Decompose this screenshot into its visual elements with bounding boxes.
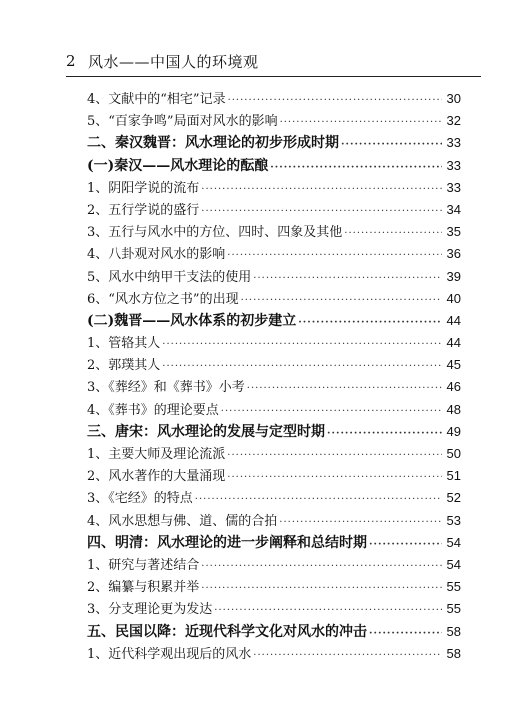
toc-entry [87, 332, 461, 354]
dot-leader [228, 90, 442, 112]
toc-entry [87, 288, 461, 310]
toc-entry-page: 55 [446, 601, 461, 617]
toc-entry-page: 34 [446, 201, 461, 217]
toc-entry-page: 58 [446, 645, 461, 661]
toc-entry [87, 443, 461, 465]
toc-entry-page: 36 [446, 246, 461, 262]
dot-leader [227, 467, 442, 489]
toc-entry-label: 2、编纂与积累并举 [87, 580, 200, 596]
dot-leader [253, 645, 442, 667]
toc-entry-label: 1、主要大师及理论流派 [87, 447, 226, 462]
dot-leader [341, 134, 442, 156]
toc-entry [87, 487, 461, 509]
toc-entry-label: 四、明清：风水理论的进一步阐释和总结时期 [87, 534, 367, 551]
toc-entry-page: 55 [446, 579, 461, 595]
toc-entry-page: 52 [446, 490, 461, 506]
dot-leader [214, 600, 442, 622]
toc-entry [87, 155, 461, 177]
running-header [66, 50, 259, 72]
dot-leader [195, 489, 442, 511]
dot-leader [247, 378, 442, 400]
toc-entry-page: 46 [446, 379, 461, 395]
dot-leader [298, 312, 442, 334]
toc-entry-label: 三、唐宋：风水理论的发展与定型时期 [87, 423, 325, 440]
toc-entry-label: 4、风水思想与佛、道、儒的合拍 [87, 513, 278, 529]
dot-leader [162, 334, 442, 356]
toc-entry [87, 266, 461, 288]
toc-entry [87, 177, 461, 199]
toc-entry-label: 4、文献中的“相宅”记录 [87, 92, 226, 107]
toc-entry [87, 310, 461, 332]
toc-entry-label: 5、风水中纳甲干支法的使用 [87, 269, 252, 285]
toc-entry [87, 643, 461, 665]
toc-entry [87, 598, 461, 620]
dot-leader [201, 179, 442, 201]
toc-entry-label: 五、民国以降：近现代科学文化对风水的冲击 [87, 623, 367, 640]
toc-entry-label: 1、阴阳学说的流布 [87, 180, 200, 196]
toc-entry-label: 3、分支理论更为发达 [87, 602, 213, 618]
dot-leader [241, 290, 442, 312]
toc-entry-page: 50 [446, 446, 461, 461]
dot-leader [279, 512, 442, 534]
toc-entry [87, 376, 461, 398]
toc-entry-label: 二、秦汉魏晋：风水理论的初步形成时期 [87, 135, 339, 152]
toc-entry [87, 88, 461, 110]
dot-leader [344, 223, 442, 245]
dot-leader [227, 245, 442, 267]
toc-entry-label: 2、郭璞其人 [87, 358, 161, 374]
toc-entry-label: 4、八卦观对风水的影响 [87, 247, 226, 263]
toc-entry-label: 2、风水著作的大量涌现 [87, 469, 226, 485]
toc-entry [87, 399, 461, 421]
toc-entry [87, 554, 461, 576]
toc-entry [87, 221, 461, 243]
toc-entry [87, 421, 461, 443]
toc-entry-page: 51 [446, 468, 461, 484]
toc-entry-page: 54 [446, 534, 461, 550]
toc-entry-page: 44 [446, 335, 461, 351]
toc-entry-page: 30 [446, 91, 461, 106]
toc-entry [87, 243, 461, 265]
toc-entry-label: 3、《宅经》的特点 [87, 491, 193, 507]
dot-leader [221, 401, 442, 423]
dot-leader [327, 423, 442, 445]
toc-entry-page: 53 [446, 512, 461, 528]
toc-entry [87, 199, 461, 221]
toc-entry [87, 110, 461, 132]
toc-entry-page: 49 [446, 423, 461, 439]
table-of-contents [87, 88, 461, 665]
toc-entry [87, 354, 461, 376]
toc-entry [87, 532, 461, 554]
toc-entry-page: 58 [446, 623, 461, 639]
toc-entry-label: 1、近代科学观出现后的风水 [87, 646, 252, 662]
toc-entry [87, 576, 461, 598]
toc-entry-label: (二)魏晋——风水体系的初步建立 [87, 312, 297, 329]
book-title: 风水——中国人的环境观 [88, 52, 259, 71]
toc-entry-page: 45 [446, 357, 461, 373]
toc-entry-page: 39 [446, 268, 461, 284]
dot-leader [201, 201, 442, 223]
page-number: 2 [66, 52, 77, 70]
dot-leader [201, 578, 442, 600]
toc-entry-label: 4、《葬书》的理论要点 [87, 402, 219, 418]
dot-leader [227, 445, 442, 467]
toc-entry-page: 40 [446, 290, 461, 306]
toc-entry-label: 5、“百家争鸣”局面对风水的影响 [87, 114, 278, 130]
toc-entry-label: 2、五行学说的盛行 [87, 202, 200, 218]
dot-leader [162, 356, 442, 378]
toc-entry [87, 465, 461, 487]
dot-leader [369, 534, 442, 556]
toc-entry-label: 3、《葬经》和《葬书》小考 [87, 380, 245, 396]
toc-entry-page: 48 [446, 401, 461, 417]
toc-entry [87, 621, 461, 643]
toc-entry-label: 1、管辂其人 [87, 336, 161, 352]
toc-entry [87, 510, 461, 532]
toc-entry-page: 35 [446, 224, 461, 240]
toc-entry-page: 54 [446, 556, 461, 572]
toc-entry-page: 32 [446, 113, 461, 129]
toc-entry-label: (一)秦汉——风水理论的酝酿 [87, 157, 269, 174]
toc-entry-page: 33 [446, 135, 461, 151]
dot-leader [280, 112, 442, 134]
toc-entry-page: 33 [446, 179, 461, 195]
toc-entry-label: 1、研究与著述结合 [87, 557, 200, 573]
toc-entry-label: 3、五行与风水中的方位、四时、四象及其他 [87, 225, 343, 241]
toc-entry-page: 33 [446, 157, 461, 173]
toc-entry-page: 44 [446, 312, 461, 328]
toc-entry-label: 6、“风水方位之书”的出现 [87, 291, 239, 307]
header-rule [66, 76, 481, 77]
dot-leader [270, 157, 442, 179]
dot-leader [369, 623, 442, 645]
toc-entry [87, 132, 461, 154]
dot-leader [253, 268, 442, 290]
dot-leader [201, 556, 442, 578]
